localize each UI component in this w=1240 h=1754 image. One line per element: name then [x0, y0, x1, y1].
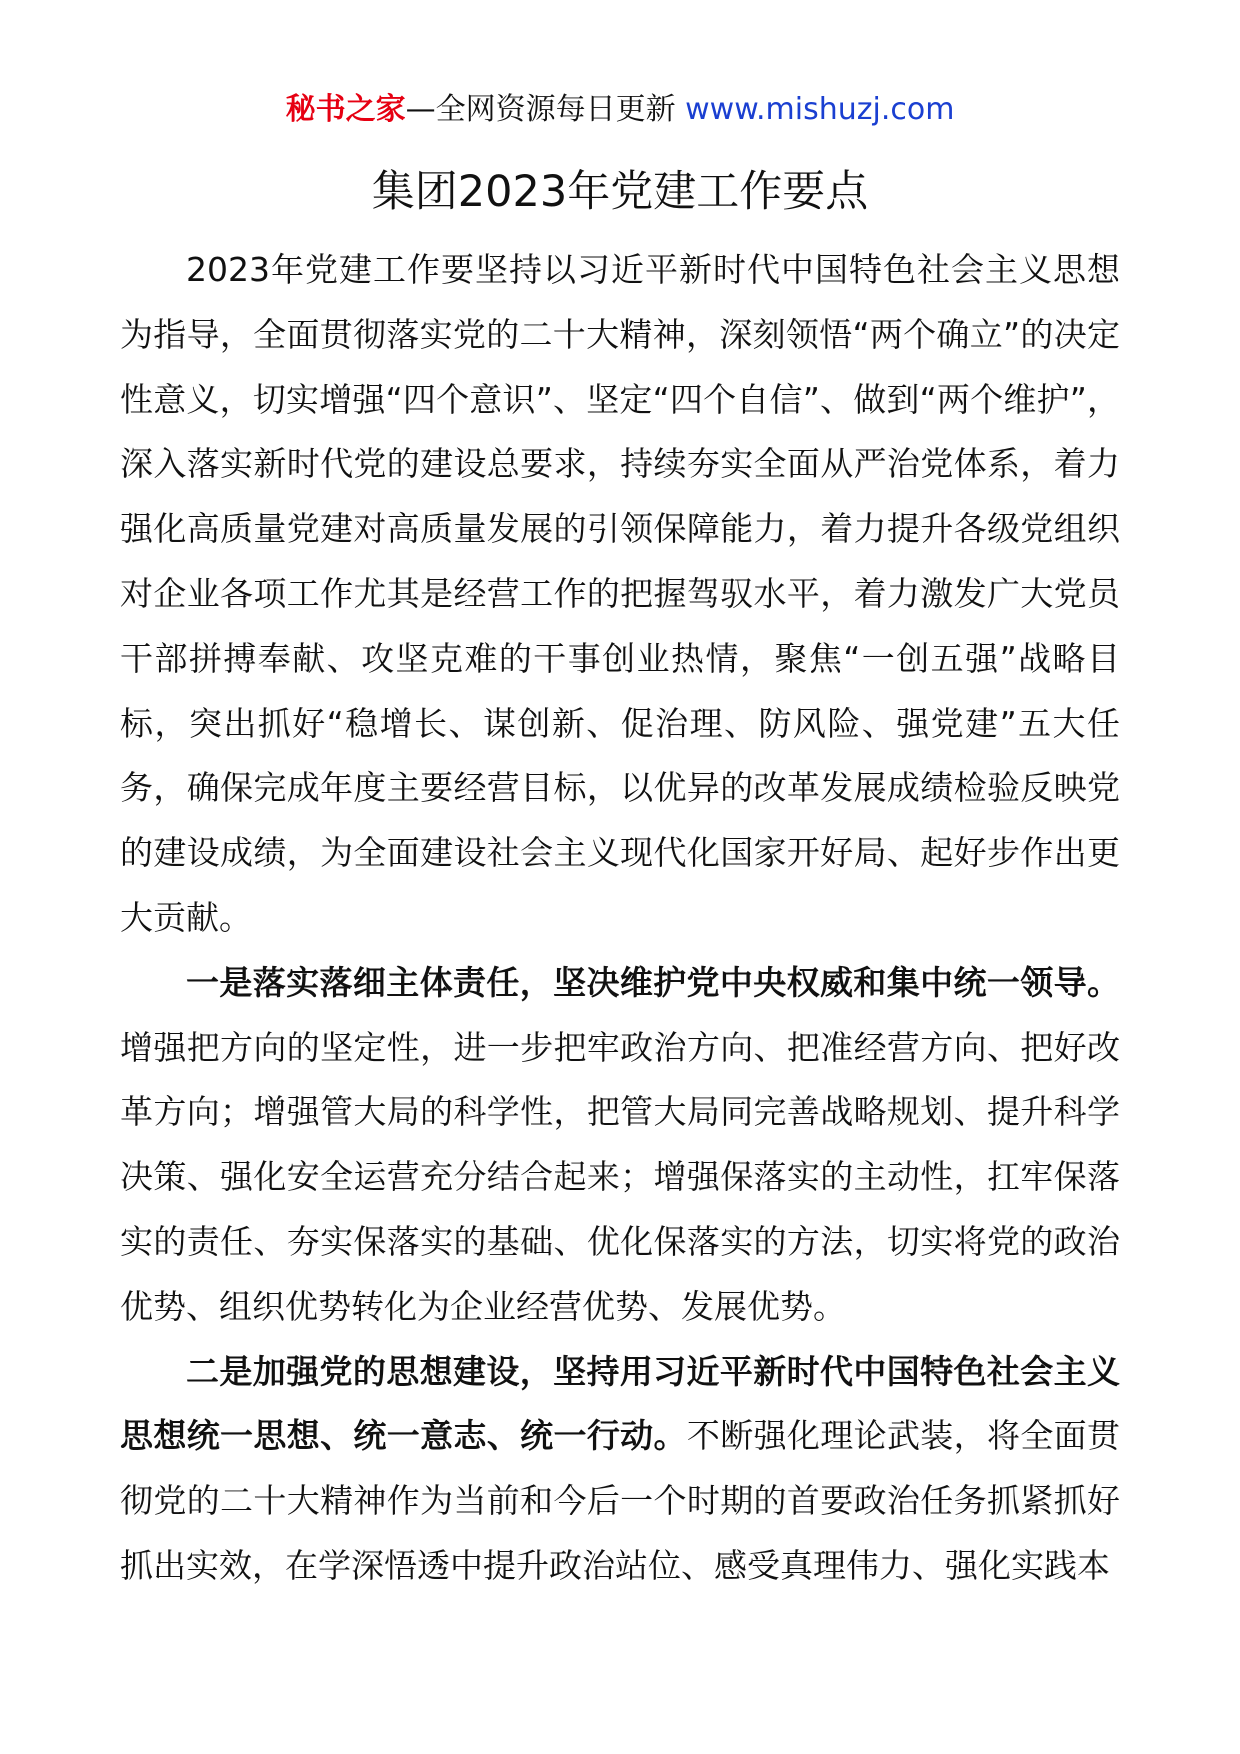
- paragraph-text: 不断强化理论武装，将全面贯彻党的二十大精神作为当前和今后一个时期的首要政治任务抓紧抓好抓出实效，在学深悟透中提升政治站位、感受真理伟力、强化实践本: [120, 1416, 1121, 1585]
- site-tagline: —全网资源每日更新: [405, 92, 676, 127]
- paragraph-heading: 一是落实落细主体责任，坚决维护党中央权威和集中统一领导。: [186, 962, 1120, 1002]
- document-title: 集团2023年党建工作要点: [371, 167, 869, 217]
- point-one-paragraph: [120, 951, 1120, 1340]
- paragraph-text: 增强把方向的坚定性，进一步把牢政治方向、把准经营方向、把好改革方向；增强管大局的科学性，把管大局同完善战略规划、提升科学决策、强化安全运营充分结合起来；增强保落实的主动性，扛牢保落实的责任、夯实保落实的基础、优化保落实的方法，切实将党的政治优势、组织优势转化为企业经营优势、发展优势。: [120, 1027, 1120, 1326]
- document-body: [120, 238, 1120, 1599]
- intro-paragraph: [120, 238, 1120, 951]
- paragraph-text: 2023年党建工作要坚持以习近平新时代中国特色社会主义思想为指导，全面贯彻落实党的二十大精神，深刻领悟“两个确立”的决定性意义，切实增强“四个意识”、坚定“四个自信”、做到“两个维护”，深入落实新时代党的建设总要求，持续夯实全面从严治党体系，着力强化高质量党建对高质量发展的引领保障能力，着力提升各级党组织对企业各项工作尤其是经营工作的把握驾驭水平，着力激发广大党员干部拼搏奉献、攻坚克难的干事创业热情，聚焦“一创五强”战略目标，突出抓好“稳增长、谋创新、促治理、防风险、强党建”五大任务，确保完成年度主要经营目标，以优异的改革发展成绩检验反映党的建设成绩，为全面建设社会主义现代化国家开好局、起好步作出更大贡献。: [120, 250, 1120, 937]
- site-brand: 秘书之家: [285, 92, 406, 127]
- point-two-paragraph: [120, 1340, 1120, 1599]
- site-header: [0, 88, 1240, 132]
- site-url-link[interactable]: www.mishuzj.com: [685, 92, 955, 127]
- paragraph-heading: 二是加强党的思想建设，坚持用习近平新时代中国特色社会主义思想统一思想、统一意志、统一行动。: [120, 1351, 1120, 1456]
